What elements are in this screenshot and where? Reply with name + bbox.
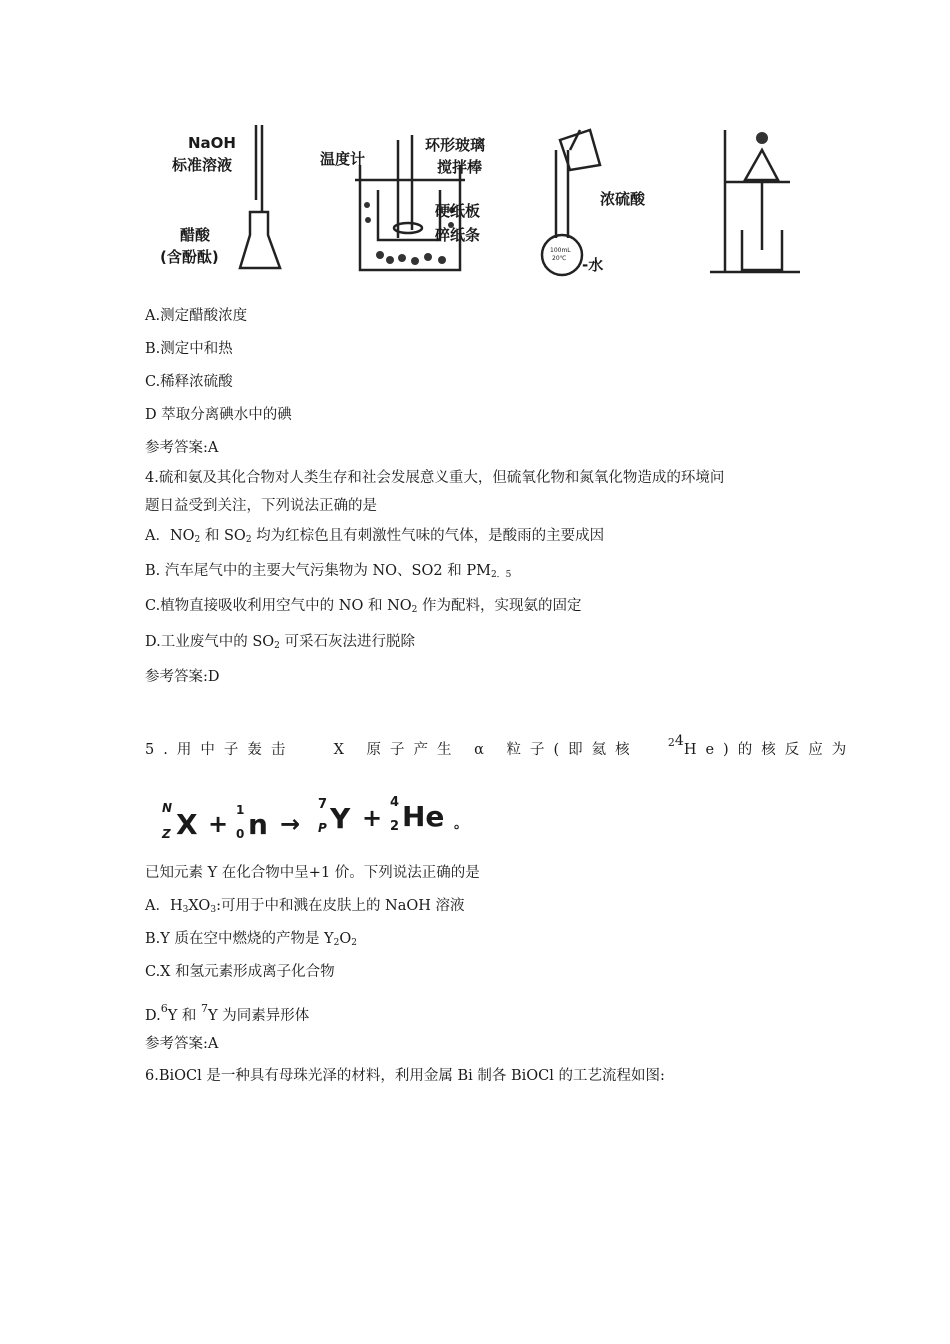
q4-option-d: D.工业废气中的 $SO_2$ 可采石灰法进行脱除: [145, 634, 415, 651]
svg-text:7: 7: [318, 797, 328, 812]
label-stirrer-2: 搅拌棒: [437, 158, 483, 176]
q4-answer: 参考答案:D: [145, 669, 220, 685]
label-conc-sulfuric: 浓硫酸: [600, 190, 646, 208]
flask-mark-temp: 20℃: [552, 255, 567, 262]
svg-text:1: 1: [236, 803, 245, 817]
q5-answer: 参考答案:A: [145, 1036, 219, 1052]
q3-option-a: A.测定醋酸浓度: [145, 308, 248, 324]
q5-stem2: 已知元素 Y 在化合物中呈+1 价。下列说法正确的是: [145, 865, 480, 881]
svg-text:N: N: [162, 801, 173, 815]
svg-text:Z: Z: [162, 827, 171, 841]
q5-option-d: D.$^6$Y 和 $^7$Y 为同素异形体: [145, 1002, 310, 1024]
label-thermometer: 温度计: [320, 150, 366, 168]
svg-text:P: P: [318, 821, 327, 835]
q3-answer: 参考答案:A: [145, 440, 219, 456]
svg-text:+: +: [362, 804, 383, 832]
q4-option-b: B. 汽车尾气中的主要大气污集物为 NO、SO2 和 $PM_{2.5}$: [145, 563, 512, 580]
svg-text:n: n: [248, 808, 268, 841]
svg-text:。: 。: [454, 816, 468, 832]
q4-option-a: A．$NO_2$ 和 $SO_2$ 均为红棕色且有刺激性气味的气体，是酸雨的主要成因: [145, 528, 605, 545]
q5-option-c: C.X 和氢元素形成离子化合物: [145, 964, 335, 980]
svg-text:+: +: [208, 810, 229, 838]
q3-option-b: B.测定中和热: [145, 341, 233, 357]
q3-option-d: D 萃取分离碘水中的碘: [145, 407, 292, 423]
svg-text:2: 2: [390, 819, 400, 834]
svg-text:Y: Y: [330, 802, 351, 835]
label-acetic-acid: 醋酸: [180, 226, 211, 244]
q4-option-c: C.植物直接吸收利用空气中的 NO 和 $NO_2$ 作为配料，实现氨的固定: [145, 598, 582, 615]
flask-mark-volume: 100mL: [550, 247, 571, 254]
label-phenolphthalein: (含酚酞): [160, 248, 219, 266]
flask-neck: [556, 150, 568, 238]
q5-option-b: B.Y 质在空中燃烧的产物是 $Y_2O_2$: [145, 931, 357, 948]
q4-stem-line2: 题日益受到关注，下列说法正确的是: [145, 498, 377, 514]
label-cardboard: 硬纸板: [435, 202, 481, 220]
svg-text:4: 4: [390, 795, 400, 810]
pouring-beaker: [560, 130, 600, 170]
q3-option-c: C.稀释浓硫酸: [145, 374, 233, 390]
label-std-solution: 标准溶液: [172, 156, 233, 174]
q4-stem-line1: 4.硫和氨及其化合物对人类生存和社会发展意义重大，但硫氧化物和氮氧化物造成的环境问: [145, 470, 725, 486]
svg-text:He: He: [402, 800, 445, 833]
nuclear-equation: [158, 790, 478, 846]
q6-stem: 6.BiOCl 是一种具有母珠光泽的材料，利用金属 Bi 制各 BiOCl 的工艺流程如图:: [145, 1068, 665, 1084]
label-water: -水: [582, 256, 604, 274]
separatory-funnel: [745, 150, 778, 180]
svg-text:X: X: [176, 808, 198, 841]
label-naoh: NaOH: [188, 134, 236, 152]
conical-flask: [240, 212, 280, 268]
q5-option-a: A．$H_3XO_3$:可用于中和溅在皮肤上的 NaOH 溶液: [145, 898, 465, 915]
svg-text:→: →: [280, 810, 301, 838]
label-paper-scraps: 碎纸条: [435, 226, 481, 244]
apparatus-figure: [150, 120, 820, 280]
label-stirrer-1: 环形玻璃: [425, 136, 486, 154]
q5-stem: 5.用中子轰击 X 原子产生 α 粒子(即氦核 $^{24}$He)的核反应为: [145, 733, 856, 758]
svg-text:0: 0: [236, 827, 245, 841]
